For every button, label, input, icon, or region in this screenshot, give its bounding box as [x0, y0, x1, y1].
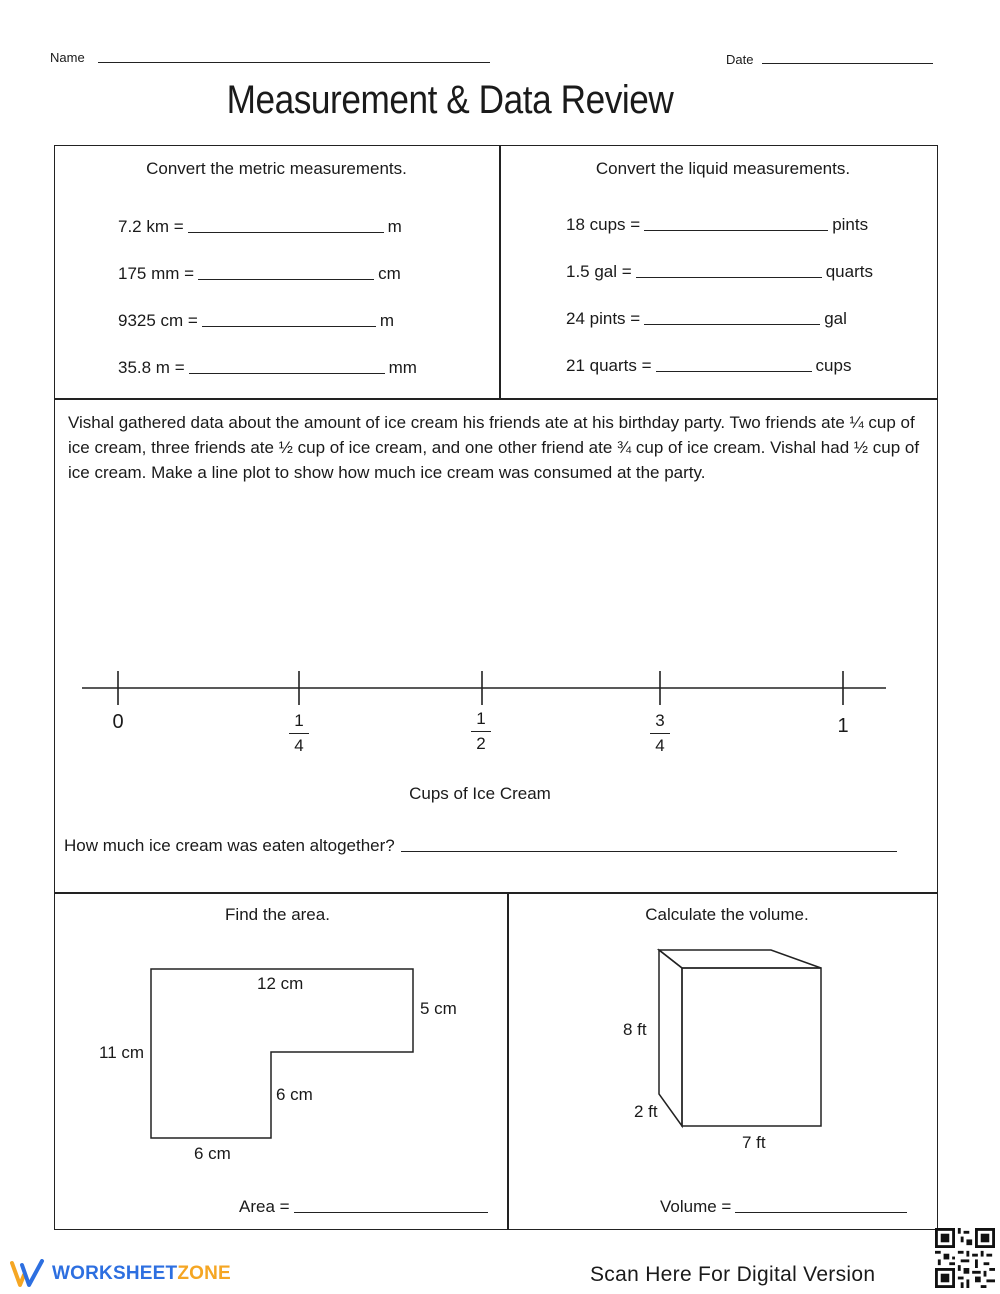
- fraction-numerator: 3: [655, 711, 665, 730]
- prism-top-face: [659, 950, 821, 968]
- label-depth: 2 ft: [634, 1102, 658, 1121]
- label-height: 8 ft: [623, 1020, 647, 1039]
- tick-label-1: 1: [837, 715, 849, 737]
- fraction-denominator: 2: [476, 734, 486, 753]
- brand-zone: ZONE: [177, 1263, 231, 1284]
- liquid-unit: gal: [824, 309, 847, 328]
- metric-unit: mm: [388, 358, 417, 377]
- liquid-question: 18 cups =: [566, 215, 641, 234]
- lineplot-paragraph: Vishal gathered data about the amount of ice cream his friends ate at his birthday party. Two friends ate ¼ cup of ice cream, three friends ate ½ cup of ice cream, and one other friend ate ¾ cup of ice cream. Vishal had ½ cup of ice cream. Make a line plot to show how much ice cream was consumed at the party.: [68, 413, 920, 482]
- axis-label: Cups of Ice Cream: [409, 784, 551, 803]
- liquid-question: 24 pints =: [566, 309, 641, 328]
- metric-question: 35.8 m =: [118, 358, 185, 377]
- metric-unit: m: [387, 217, 402, 236]
- scan-text: Scan Here For Digital Version: [590, 1263, 876, 1286]
- metric-question: 7.2 km =: [118, 217, 184, 236]
- prism-front-face: [682, 968, 821, 1126]
- prism-side-face: [659, 950, 682, 1126]
- liquid-question: 1.5 gal =: [566, 262, 632, 281]
- liquid-unit: quarts: [825, 262, 873, 281]
- label-bottom: 6 cm: [194, 1144, 231, 1163]
- label-width: 7 ft: [742, 1133, 766, 1152]
- date-label: Date: [726, 52, 754, 67]
- liquid-unit: cups: [815, 356, 852, 375]
- brand-name: [52, 1263, 231, 1285]
- fraction-denominator: 4: [294, 736, 304, 755]
- brand-worksheet: WORKSHEET: [52, 1263, 178, 1284]
- total-question: How much ice cream was eaten altogether?: [64, 836, 395, 855]
- volume-answer-row: [660, 1197, 911, 1217]
- metric-question: 9325 cm =: [118, 311, 198, 330]
- label-inner: 6 cm: [276, 1085, 313, 1104]
- volume-answer-blank[interactable]: [735, 1211, 907, 1213]
- area-answer-label: Area =: [239, 1197, 290, 1216]
- label-right: 5 cm: [420, 999, 457, 1018]
- metric-unit: cm: [378, 264, 401, 283]
- fraction-numerator: 1: [476, 709, 486, 728]
- label-top: 12 cm: [257, 974, 304, 993]
- liquid-title: Convert the liquid measurements.: [595, 159, 851, 178]
- name-label: Name: [50, 50, 85, 65]
- volume-answer-label: Volume =: [660, 1197, 732, 1216]
- page-title: Measurement & Data Review: [226, 78, 674, 122]
- tick-label-0: 0: [112, 711, 124, 733]
- liquid-unit: pints: [832, 215, 869, 234]
- area-title: Find the area.: [225, 905, 330, 924]
- volume-title: Calculate the volume.: [645, 905, 809, 924]
- metric-title: Convert the metric measurements.: [146, 159, 407, 178]
- label-left: 11 cm: [99, 1043, 145, 1062]
- liquid-question: 21 quarts =: [566, 356, 652, 375]
- metric-unit: m: [379, 311, 395, 330]
- fraction-denominator: 4: [655, 736, 665, 755]
- qr-code-icon[interactable]: [935, 1228, 995, 1288]
- worksheetzone-logo-icon: [10, 1259, 46, 1289]
- metric-question: 175 mm =: [118, 264, 195, 283]
- fraction-numerator: 1: [294, 711, 304, 730]
